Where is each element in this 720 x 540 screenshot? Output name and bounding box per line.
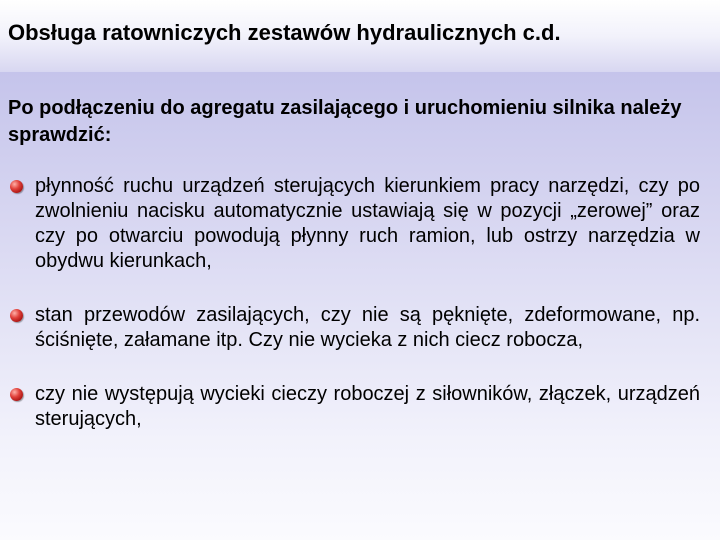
bullet-item-1 [10, 174, 700, 274]
bullet-marker-icon [10, 388, 23, 401]
bullet-marker-icon [10, 309, 23, 322]
bullet-list [10, 174, 700, 461]
intro-text: Po podłączeniu do agregatu zasilającego i uruchomieniu silnika należy sprawdzić: [8, 97, 682, 146]
bullet-text-1: płynność ruchu urządzeń sterujących kierunkiem pracy narzędzi, czy po zwolnieniu nacisku automatycznie ustawiają się w pozycji „zerowej” oraz czy po otwarciu powodują płynny ruch ramion, lub ostrzy narzędzia w obydwu kierunkach, [35, 175, 700, 272]
bullet-text-2: stan przewodów zasilających, czy nie są pęknięte, zdeformowane, np. ściśnięte, załamane itp. Czy nie wycieka z nich ciecz robocza, [35, 304, 700, 351]
bullet-marker-icon [10, 180, 23, 193]
slide-title: Obsługa ratowniczych zestawów hydraulicznych c.d. [8, 20, 561, 45]
bullet-item-3 [10, 382, 700, 432]
bullet-text-3: czy nie występują wycieki cieczy roboczej z siłowników, złączek, urządzeń sterujących, [35, 383, 700, 430]
bullet-item-2 [10, 303, 700, 353]
title-bar [0, 0, 720, 72]
